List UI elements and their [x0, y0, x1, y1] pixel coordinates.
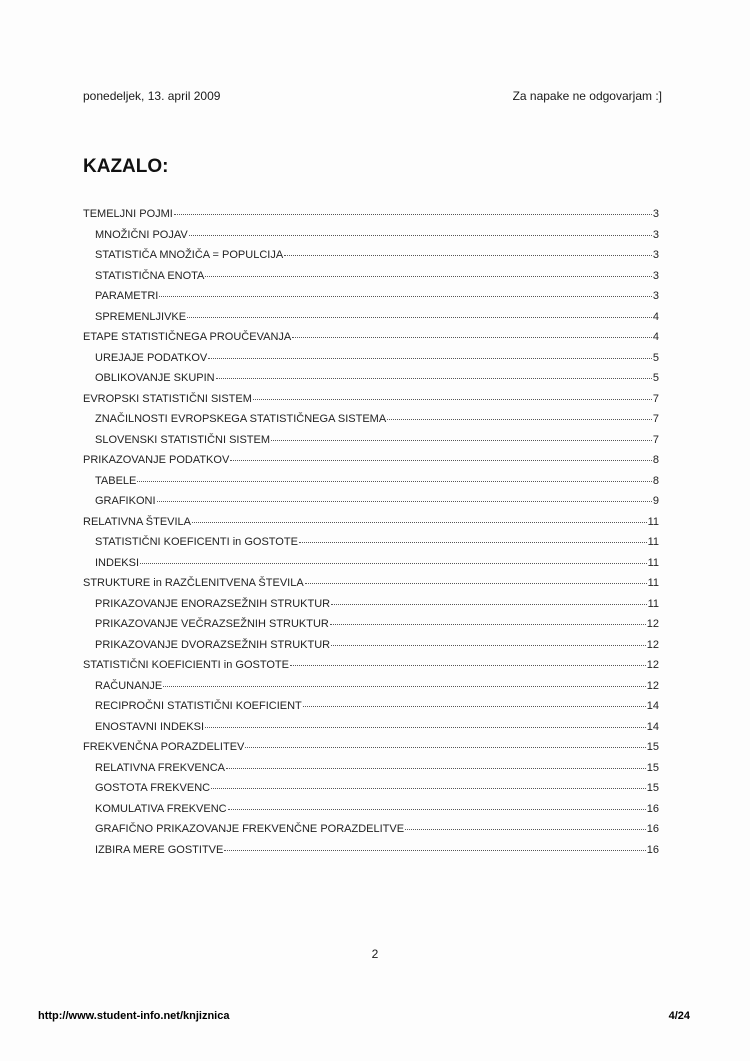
- toc-entry-label: RELATIVNA ŠTEVILA: [83, 515, 192, 528]
- toc-entry-page: 5: [652, 372, 659, 384]
- toc-dot-leader: [226, 768, 646, 769]
- toc-entry-page: 11: [647, 597, 659, 610]
- toc-entry-label: ETAPE STATISTIČNEGA PROUČEVANJA: [83, 331, 292, 343]
- toc-entry-page: 3: [652, 290, 659, 302]
- toc-entry-label: IZBIRA MERE GOSTITVE: [95, 843, 224, 856]
- toc-entry[interactable]: [83, 680, 659, 701]
- toc-entry-page: 15: [646, 761, 659, 774]
- toc-dot-leader: [387, 419, 652, 420]
- toc-entry-page: 12: [646, 679, 659, 692]
- toc-dot-leader: [137, 481, 652, 482]
- toc-dot-leader: [305, 583, 647, 584]
- toc-entry[interactable]: [83, 331, 659, 352]
- toc-entry[interactable]: [83, 208, 659, 229]
- header-date: ponedeljek, 13. april 2009: [83, 89, 221, 103]
- toc-entry[interactable]: [83, 352, 659, 373]
- toc-entry[interactable]: [83, 454, 659, 475]
- toc-entry-page: 15: [646, 782, 659, 794]
- toc-entry-label: ZNAČILNOSTI EVROPSKEGA STATISTIČNEGA SISTEMA: [95, 413, 387, 425]
- toc-dot-leader: [284, 255, 652, 256]
- page-title: KAZALO:: [83, 156, 169, 177]
- toc-entry[interactable]: [83, 557, 659, 578]
- toc-entry-label: PRIKAZOVANJE VEČRAZSEŽNIH STRUKTUR: [95, 618, 329, 630]
- toc-entry-page: 5: [652, 351, 659, 364]
- toc-entry-page: 9: [652, 495, 659, 507]
- toc-dot-leader: [230, 460, 652, 461]
- toc-dot-leader: [208, 358, 652, 359]
- toc-dot-leader: [216, 378, 652, 379]
- toc-entry[interactable]: [83, 249, 659, 270]
- toc-entry[interactable]: [83, 475, 659, 496]
- toc-entry-page: 12: [646, 659, 659, 671]
- toc-entry-page: 16: [646, 843, 659, 856]
- toc-dot-leader: [163, 686, 646, 687]
- toc-entry-label: EVROPSKI STATISTIČNI SISTEM: [83, 392, 252, 405]
- toc-entry[interactable]: [83, 495, 659, 516]
- toc-entry-label: GRAFIČNO PRIKAZOVANJE FREKVENČNE PORAZDELITVE: [95, 823, 405, 835]
- toc-entry[interactable]: [83, 393, 659, 414]
- toc-entry-label: GOSTOTA FREKVENC: [95, 782, 211, 794]
- toc-dot-leader: [205, 276, 651, 277]
- toc-dot-leader: [290, 665, 646, 666]
- toc-entry[interactable]: [83, 741, 659, 762]
- toc-entry-page: 11: [647, 577, 659, 589]
- toc-entry[interactable]: [83, 618, 659, 639]
- toc-entry-label: STATISTIČNI KOEFICENTI in GOSTOTE: [95, 536, 298, 548]
- toc-entry-page: 11: [647, 556, 659, 569]
- toc-entry-label: TABELE: [95, 474, 137, 487]
- toc-entry-label: MNOŽIČNI POJAV: [95, 228, 188, 241]
- toc-entry[interactable]: [83, 639, 659, 660]
- toc-dot-leader: [405, 829, 646, 830]
- toc-entry-page: 12: [646, 618, 659, 630]
- toc-dot-leader: [303, 706, 646, 707]
- toc-entry[interactable]: [83, 823, 659, 844]
- toc-entry-label: TEMELJNI POJMI: [83, 208, 173, 220]
- toc-dot-leader: [224, 850, 645, 851]
- toc-entry[interactable]: [83, 721, 659, 742]
- toc-entry-label: FREKVENČNA PORAZDELITEV: [83, 741, 245, 753]
- toc-entry-label: RECIPROČNI STATISTIČNI KOEFICIENT: [95, 700, 302, 712]
- toc-dot-leader: [205, 727, 646, 728]
- toc-entry[interactable]: [83, 372, 659, 393]
- toc-entry-page: 7: [652, 392, 659, 405]
- toc-entry-page: 14: [646, 720, 659, 733]
- toc-dot-leader: [330, 624, 646, 625]
- toc-entry[interactable]: [83, 290, 659, 311]
- toc-dot-leader: [211, 788, 646, 789]
- toc-dot-leader: [228, 809, 646, 810]
- toc-entry[interactable]: [83, 536, 659, 557]
- toc-entry-label: SLOVENSKI STATISTIČNI SISTEM: [95, 433, 271, 446]
- toc-dot-leader: [187, 317, 652, 318]
- page-number: 2: [371, 947, 379, 961]
- toc-entry[interactable]: [83, 844, 659, 865]
- toc-entry[interactable]: [83, 516, 659, 537]
- toc-entry-page: 8: [652, 454, 659, 466]
- toc-entry-page: 14: [646, 700, 659, 712]
- toc-entry-page: 3: [652, 269, 659, 282]
- toc-dot-leader: [140, 563, 647, 564]
- toc-entry-label: ENOSTAVNI INDEKSI: [95, 720, 205, 733]
- toc-dot-leader: [253, 399, 652, 400]
- toc-entry-label: STRUKTURE in RAZČLENITVENA ŠTEVILA: [83, 577, 304, 589]
- toc-entry-label: RELATIVNA FREKVENCA: [95, 761, 225, 774]
- toc-entry-label: PRIKAZOVANJE DVORAZSEŽNIH STRUKTUR: [95, 638, 331, 651]
- toc-entry[interactable]: [83, 413, 659, 434]
- toc-entry-label: SPREMENLJIVKE: [95, 310, 187, 323]
- toc-dot-leader: [192, 522, 647, 523]
- footer-page-count: 4/24: [668, 1010, 690, 1022]
- toc-entry-page: 4: [652, 310, 659, 323]
- toc-entry[interactable]: [83, 803, 659, 824]
- toc-entry-page: 16: [646, 823, 659, 835]
- toc-entry-page: 3: [652, 228, 659, 241]
- toc-entry[interactable]: [83, 311, 659, 332]
- toc-entry-label: PRIKAZOVANJE PODATKOV: [83, 454, 230, 466]
- toc-entry[interactable]: [83, 598, 659, 619]
- toc-entry[interactable]: [83, 700, 659, 721]
- toc-entry[interactable]: [83, 762, 659, 783]
- toc-entry[interactable]: [83, 270, 659, 291]
- toc-entry-label: STATISTIČNA ENOTA: [95, 269, 205, 282]
- header-note: Za napake ne odgovarjam :]: [512, 89, 662, 103]
- toc-dot-leader: [292, 337, 652, 338]
- toc-entry-page: 11: [647, 515, 659, 528]
- toc-entry[interactable]: [83, 577, 659, 598]
- toc-entry-label: GRAFIKONI: [95, 495, 156, 507]
- toc-entry-label: OBLIKOVANJE SKUPIN: [95, 372, 215, 384]
- toc-entry-label: UREJAJE PODATKOV: [95, 351, 208, 364]
- toc-entry-label: STATISTIČA MNOŽIČA = POPULCIJA: [95, 249, 284, 261]
- toc-dot-leader: [299, 542, 647, 543]
- footer-url[interactable]: http://www.student-info.net/knjiznica: [38, 1010, 230, 1022]
- toc-entry-page: 3: [652, 249, 659, 261]
- toc-entry-page: 16: [646, 802, 659, 815]
- toc-dot-leader: [331, 645, 646, 646]
- toc-dot-leader: [331, 604, 646, 605]
- toc-entry-page: 7: [652, 413, 659, 425]
- toc-entry-page: 3: [652, 208, 659, 220]
- toc-entry[interactable]: [83, 782, 659, 803]
- toc-entry-label: PARAMETRI: [95, 290, 159, 302]
- toc-dot-leader: [245, 747, 645, 748]
- table-of-contents: [83, 208, 659, 864]
- toc-entry-label: PRIKAZOVANJE ENORAZSEŽNIH STRUKTUR: [95, 597, 331, 610]
- toc-entry-page: 4: [652, 331, 659, 343]
- toc-entry-label: KOMULATIVA FREKVENC: [95, 802, 227, 815]
- toc-entry-page: 11: [647, 536, 659, 548]
- toc-entry-page: 8: [652, 474, 659, 487]
- toc-entry-label: STATISTIČNI KOEFICIENTI in GOSTOTE: [83, 659, 289, 671]
- toc-entry-page: 15: [646, 741, 659, 753]
- toc-dot-leader: [271, 440, 652, 441]
- toc-entry[interactable]: [83, 434, 659, 455]
- toc-dot-leader: [189, 235, 652, 236]
- toc-entry[interactable]: [83, 659, 659, 680]
- toc-dot-leader: [157, 501, 652, 502]
- toc-entry-label: INDEKSI: [95, 556, 140, 569]
- toc-entry[interactable]: [83, 229, 659, 250]
- toc-entry-label: RAČUNANJE: [95, 679, 163, 692]
- toc-entry-page: 12: [646, 638, 659, 651]
- toc-entry-page: 7: [652, 433, 659, 446]
- toc-dot-leader: [159, 296, 652, 297]
- toc-dot-leader: [174, 214, 652, 215]
